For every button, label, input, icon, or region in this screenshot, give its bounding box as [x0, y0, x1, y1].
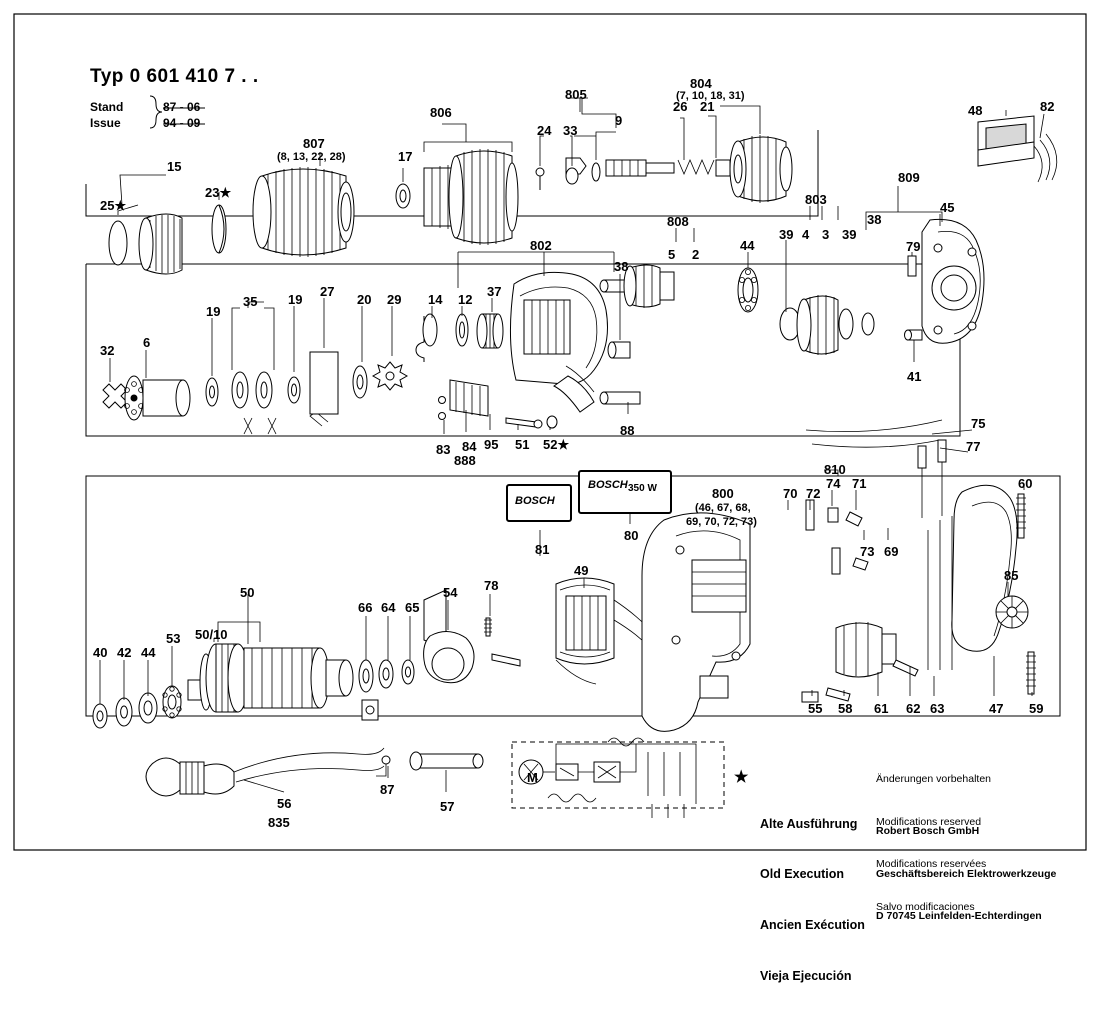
callout-44: 44 [141, 645, 156, 660]
callout-44: 44 [740, 238, 755, 253]
callout-55: 55 [808, 701, 823, 716]
callout-66: 66 [358, 600, 373, 615]
callout-19: 19 [288, 292, 303, 307]
callout-84: 84 [462, 439, 477, 454]
callout-39: 39 [779, 227, 794, 242]
callout-81: 81 [535, 542, 550, 557]
callout-50/10: 50/10 [195, 627, 228, 642]
page-title: Typ 0 601 410 7 . . [90, 66, 259, 87]
callout-69: 69 [884, 544, 899, 559]
footer-company [876, 796, 1056, 952]
stand-label: Stand [90, 100, 124, 114]
callout-45: 45 [940, 200, 955, 215]
callout-7101831: (7, 10, 18, 31) [676, 90, 745, 102]
callout-14: 14 [428, 292, 443, 307]
callout-26: 26 [673, 99, 688, 114]
callout-64: 64 [381, 600, 396, 615]
callout-59: 59 [1029, 701, 1044, 716]
star-note-line-3: Vieja Ejecución [760, 968, 852, 983]
callout-48: 48 [968, 103, 983, 118]
callout-60: 60 [1018, 476, 1033, 491]
callout-39: 39 [842, 227, 857, 242]
callout-37: 37 [487, 284, 502, 299]
callout-802: 802 [530, 238, 552, 253]
callout-69707273: 69, 70, 72, 73) [686, 516, 757, 528]
callout-95: 95 [484, 437, 499, 452]
callout-24: 24 [537, 123, 552, 138]
callout-51: 51 [515, 437, 530, 452]
callout-85: 85 [1004, 568, 1019, 583]
callout-82: 82 [1040, 99, 1055, 114]
callout-62: 62 [906, 701, 921, 716]
callout-17: 17 [398, 149, 413, 164]
footer-reserved-1: Modifications reserved [876, 815, 982, 828]
callout-466768: (46, 67, 68, [695, 502, 751, 514]
footer-reserved-3: Salvo modificaciones [876, 900, 975, 913]
callout-58: 58 [838, 701, 853, 716]
bosch-logo-81: BOSCH [515, 495, 555, 507]
callout-2: 2 [692, 247, 700, 262]
callout-810: 810 [824, 462, 846, 477]
callout-800: 800 [712, 486, 734, 501]
bosch-plate-80 [578, 470, 672, 514]
callout-42: 42 [117, 645, 132, 660]
callout-50: 50 [240, 585, 255, 600]
callout-88: 88 [620, 423, 635, 438]
callout-806: 806 [430, 105, 452, 120]
callout-4: 4 [802, 227, 810, 242]
star-note-line-0: Alte Ausführung [760, 816, 858, 831]
callout-23: 23★ [205, 185, 232, 200]
callout-80: 80 [624, 528, 639, 543]
footer-company-2: D 70745 Leinfelden-Echterdingen [876, 910, 1042, 923]
callout-49: 49 [574, 563, 589, 578]
callout-809: 809 [898, 170, 920, 185]
callout-74: 74 [826, 476, 841, 491]
callout-19: 19 [206, 304, 221, 319]
bosch-plate-81 [506, 484, 572, 522]
issue-label: Issue [90, 116, 121, 130]
stand-value: 87 - 06 [163, 100, 201, 114]
callout-888: 888 [454, 453, 476, 468]
callout-40: 40 [93, 645, 108, 660]
callout-38: 38 [614, 259, 629, 274]
callout-77: 77 [966, 439, 981, 454]
callout-803: 803 [805, 192, 827, 207]
callout-41: 41 [907, 369, 922, 384]
callout-63: 63 [930, 701, 945, 716]
callout-79: 79 [906, 239, 921, 254]
callout-70: 70 [783, 486, 798, 501]
callout-56: 56 [277, 796, 292, 811]
callout-29: 29 [387, 292, 402, 307]
footer-reserved-2: Modifications reservées [876, 858, 987, 871]
callout-52: 52★ [543, 437, 570, 452]
callout-47: 47 [989, 701, 1004, 716]
callout-807: 807 [303, 136, 325, 151]
star-icon: ★ [734, 769, 749, 786]
callout-804: 804 [690, 76, 712, 91]
callout-6: 6 [143, 335, 151, 350]
callout-72: 72 [806, 486, 821, 501]
footer-reserved-0: Änderungen vorbehalten [876, 773, 992, 786]
callout-835: 835 [268, 815, 290, 830]
callout-808: 808 [667, 214, 689, 229]
callout-61: 61 [874, 701, 889, 716]
bosch-power-80: 350 W [628, 483, 657, 494]
callout-25: 25★ [100, 198, 127, 213]
callout-65: 65 [405, 600, 420, 615]
callout-38: 38 [867, 212, 882, 227]
callout-53: 53 [166, 631, 181, 646]
callout-57: 57 [440, 799, 455, 814]
callout-8132228: (8, 13, 22, 28) [277, 151, 346, 163]
callout-9: 9 [615, 113, 623, 128]
callout-87: 87 [380, 782, 395, 797]
callout-21: 21 [700, 99, 715, 114]
star-note-line-1: Old Execution [760, 867, 845, 882]
callout-15: 15 [167, 159, 182, 174]
callout-78: 78 [484, 578, 499, 593]
footer-company-1: Geschäftsbereich Elektrowerkzeuge [876, 867, 1057, 880]
callout-20: 20 [357, 292, 372, 307]
issue-value: 94 - 09 [163, 116, 201, 130]
callout-75: 75 [971, 416, 986, 431]
callout-32: 32 [100, 343, 115, 358]
callout-35: 35 [243, 294, 258, 309]
callout-27: 27 [320, 284, 335, 299]
callout-73: 73 [860, 544, 875, 559]
bosch-logo-80: BOSCH [588, 479, 628, 491]
callout-83: 83 [436, 442, 451, 457]
footer-company-0: Robert Bosch GmbH [876, 825, 980, 838]
star-note-line-2: Ancien Exécution [760, 917, 865, 932]
star-note [734, 765, 865, 1018]
callout-71: 71 [852, 476, 867, 491]
callout-805: 805 [565, 87, 587, 102]
callout-m: M [527, 770, 538, 785]
callout-54: 54 [443, 585, 458, 600]
callout-3: 3 [822, 227, 830, 242]
callout-12: 12 [458, 292, 473, 307]
callout-5: 5 [668, 247, 676, 262]
callout-33: 33 [563, 123, 578, 138]
